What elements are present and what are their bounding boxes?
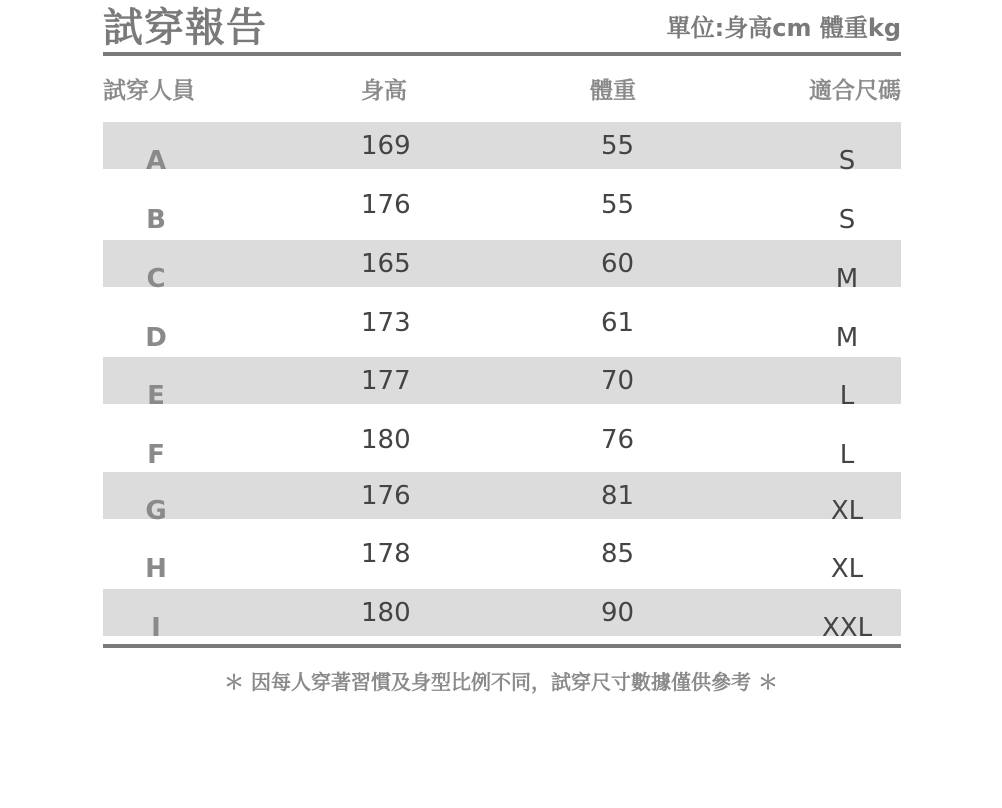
person-cell: C bbox=[146, 263, 166, 294]
table-row bbox=[103, 589, 901, 643]
size-cell: XL bbox=[830, 495, 864, 526]
weight-cell: 61 bbox=[601, 307, 635, 338]
size-cell: L bbox=[839, 380, 855, 411]
table-row bbox=[103, 240, 901, 294]
top-rule bbox=[103, 52, 901, 56]
table-row bbox=[103, 357, 901, 411]
height-cell: 176 bbox=[361, 480, 411, 511]
table-row bbox=[103, 122, 901, 176]
size-cell: XL bbox=[830, 553, 864, 584]
size-cell: S bbox=[838, 145, 856, 176]
table-row bbox=[103, 416, 901, 470]
weight-cell: 55 bbox=[601, 130, 635, 161]
size-cell: L bbox=[839, 439, 855, 470]
weight-cell: 55 bbox=[601, 189, 635, 220]
column-header-size: 適合尺碼 bbox=[809, 78, 901, 104]
table-header bbox=[103, 72, 901, 108]
person-cell: E bbox=[147, 380, 165, 411]
column-header-person: 試穿人員 bbox=[103, 78, 195, 104]
size-cell: XXL bbox=[821, 612, 873, 643]
person-cell: F bbox=[147, 439, 165, 470]
height-cell: 177 bbox=[361, 365, 411, 396]
table-row bbox=[103, 181, 901, 235]
person-cell: B bbox=[146, 204, 166, 235]
bottom-rule bbox=[103, 644, 901, 648]
person-cell: A bbox=[145, 145, 167, 176]
weight-cell: 70 bbox=[601, 365, 635, 396]
person-cell: I bbox=[151, 612, 161, 643]
column-header-height: 身高 bbox=[361, 78, 407, 104]
person-cell: D bbox=[145, 322, 167, 353]
height-cell: 178 bbox=[361, 538, 411, 569]
size-cell: M bbox=[835, 263, 859, 294]
report-title: 試穿報告 bbox=[103, 5, 267, 51]
table-row bbox=[103, 472, 901, 526]
unit-note: 單位:身高cm 體重kg bbox=[666, 14, 901, 42]
size-cell: S bbox=[838, 204, 856, 235]
weight-cell: 81 bbox=[601, 480, 635, 511]
height-cell: 180 bbox=[361, 424, 411, 455]
height-cell: 165 bbox=[361, 248, 411, 279]
person-cell: H bbox=[145, 553, 167, 584]
table-row bbox=[103, 299, 901, 353]
column-header-weight: 體重 bbox=[590, 78, 636, 104]
height-cell: 180 bbox=[361, 597, 411, 628]
table-row bbox=[103, 530, 901, 584]
footnote: ＊ 因每人穿著習慣及身型比例不同，試穿尺寸數據僅供參考 ＊ bbox=[224, 670, 778, 694]
height-cell: 173 bbox=[361, 307, 411, 338]
report-header bbox=[103, 0, 901, 52]
weight-cell: 60 bbox=[601, 248, 635, 279]
weight-cell: 85 bbox=[601, 538, 635, 569]
size-cell: M bbox=[835, 322, 859, 353]
height-cell: 176 bbox=[361, 189, 411, 220]
height-cell: 169 bbox=[361, 130, 411, 161]
weight-cell: 76 bbox=[601, 424, 635, 455]
weight-cell: 90 bbox=[601, 597, 635, 628]
person-cell: G bbox=[145, 495, 167, 526]
